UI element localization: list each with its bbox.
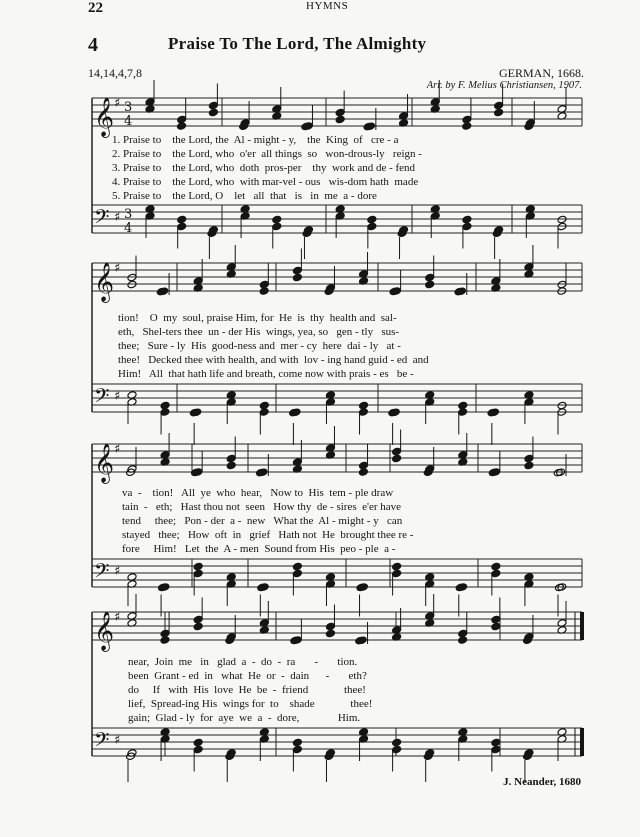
final-barline: [580, 728, 584, 756]
bass-note: [193, 562, 203, 571]
treble-note: [392, 454, 402, 463]
key-signature-sharp: ♯: [114, 210, 121, 225]
treble-note: [292, 266, 302, 275]
lyric-line: va - tion! All ye who hear, Now to His tem - ple draw: [122, 487, 394, 499]
bass-note: [207, 229, 217, 238]
key-signature-sharp: ♯: [114, 564, 121, 579]
treble-note: [491, 615, 501, 624]
treble-note: [292, 273, 302, 282]
treble-note: [335, 115, 345, 124]
treble-note: [325, 622, 335, 631]
lyric-line: tain - eth; Hast thou not seen How thy de - sires e'er have: [122, 501, 402, 513]
lyric-line: 4. Praise to the Lord, who with mar-vel - ous wis-dom hath made: [112, 176, 419, 188]
section-heading: HYMNS: [306, 0, 349, 12]
treble-note: [225, 636, 235, 645]
treble-clef: 𝄞: [94, 97, 115, 137]
treble-note: [259, 287, 269, 296]
treble-note: [324, 287, 334, 296]
tune-name: GERMAN, 1668.: [498, 66, 584, 80]
lyric-line: eth, Shel-ters thee un - der His wings, yea, so gen - tly sus-: [118, 326, 400, 338]
bass-note: [523, 752, 533, 761]
lyric-line: do If with His love He be - friend thee!: [128, 684, 366, 696]
lyric-line: tion! O my soul, praise Him, for He is thy health and sal-: [118, 312, 397, 324]
bass-note: [392, 562, 402, 571]
lyric-line: Him! All that hath life and breath, come now with prais - es be -: [118, 368, 414, 380]
treble-note: [358, 468, 368, 477]
lyric-line: 2. Praise to the Lord, who o'er all things so won-drous-ly reign -: [112, 148, 422, 160]
treble-note: [239, 122, 249, 131]
lyric-line: 3. Praise to the Lord, who doth pros-per thy work and de - fend: [112, 162, 416, 174]
treble-note: [226, 461, 236, 470]
bass-note: [462, 215, 472, 224]
lyric-line: been Grant - ed in what He or - dain - eth?: [128, 670, 367, 682]
arranger-credit: Arr. by F. Melius Christiansen, 1907.: [426, 80, 582, 91]
key-signature-sharp: ♯: [114, 610, 121, 625]
bass-note: [491, 738, 501, 747]
bass-note: [292, 745, 302, 754]
treble-clef: 𝄞: [94, 262, 115, 302]
lyric-line: fore Him! Let the A - men Sound from His peo - ple a -: [122, 543, 396, 555]
bass-note: [225, 752, 235, 761]
treble-clef: 𝄞: [94, 611, 115, 651]
page-number: 22: [88, 0, 103, 16]
treble-note: [325, 629, 335, 638]
bass-note: [423, 752, 433, 761]
treble-note: [425, 280, 435, 289]
bass-clef: 𝄢: [94, 205, 110, 233]
time-signature-bottom: 4: [124, 114, 133, 129]
bass-note: [292, 569, 302, 578]
treble-note: [193, 622, 203, 631]
bass-note: [392, 738, 402, 747]
bass-note: [397, 229, 407, 238]
key-signature-sharp: ♯: [114, 442, 121, 457]
treble-note: [392, 447, 402, 456]
final-barline: [580, 612, 584, 640]
treble-note: [425, 273, 435, 282]
lyric-line: thee; Sure - ly His good-ness and mer - cy here dai - ly at -: [118, 340, 401, 352]
key-signature-sharp: ♯: [114, 389, 121, 404]
treble-note: [335, 108, 345, 117]
treble-note: [193, 615, 203, 624]
treble-note: [423, 468, 433, 477]
bass-clef: 𝄢: [94, 559, 110, 587]
key-signature-sharp: ♯: [114, 96, 121, 111]
bass-note: [177, 215, 187, 224]
lyric-line: lief, Spread-ing His wings for to shade thee!: [128, 698, 373, 710]
time-signature-bottom: 4: [124, 221, 133, 236]
bass-clef: 𝄢: [94, 384, 110, 412]
bass-note: [491, 569, 501, 578]
lyric-line: gain; Glad - ly for aye we a - dore, Him.: [128, 712, 361, 724]
treble-note: [524, 122, 534, 131]
bass-note: [492, 229, 502, 238]
bass-note: [193, 745, 203, 754]
bass-note: [324, 752, 334, 761]
treble-note: [524, 461, 534, 470]
key-signature-sharp: ♯: [114, 733, 121, 748]
lyric-line: stayed thee; How oft in grief Hath not He brought thee re -: [122, 529, 414, 541]
bass-note: [491, 562, 501, 571]
bass-note: [272, 222, 282, 231]
time-signature-top: 3: [124, 207, 133, 222]
treble-note: [462, 122, 472, 131]
treble-clef: 𝄞: [94, 443, 115, 483]
bass-note: [491, 745, 501, 754]
treble-note: [160, 636, 170, 645]
author-attribution: J. Neander, 1680: [503, 776, 581, 788]
treble-note: [177, 122, 187, 131]
bass-note: [292, 738, 302, 747]
treble-note: [208, 101, 218, 110]
treble-note: [491, 622, 501, 631]
lyric-line: 1. Praise to the Lord, the Al - might - y, the King of cre - a: [112, 134, 399, 146]
lyric-line: near, Join me in glad a - do - ra - tion.: [128, 656, 358, 668]
key-signature-sharp: ♯: [114, 261, 121, 276]
bass-note: [392, 569, 402, 578]
meter: 14,14,4,7,8: [88, 66, 142, 80]
bass-note: [272, 215, 282, 224]
bass-note: [367, 215, 377, 224]
bass-clef: 𝄢: [94, 728, 110, 756]
bass-note: [302, 229, 312, 238]
treble-note: [494, 108, 504, 117]
treble-note: [524, 454, 534, 463]
lyric-line: thee! Decked thee with health, and with lov - ing hand guid - ed and: [118, 354, 429, 366]
treble-note: [226, 454, 236, 463]
bass-note: [367, 222, 377, 231]
time-signature-top: 3: [124, 100, 133, 115]
treble-note: [494, 101, 504, 110]
hymn-number: 4: [88, 34, 98, 56]
bass-note: [193, 738, 203, 747]
bass-note: [177, 222, 187, 231]
bass-note: [292, 562, 302, 571]
bass-note: [392, 745, 402, 754]
treble-note: [523, 636, 533, 645]
lyric-line: tend thee; Pon - der a - new What the Al - might - y can: [122, 515, 403, 527]
lyric-line: 5. Praise to the Lord, O let all that is in me a - dore: [112, 190, 377, 202]
bass-note: [462, 222, 472, 231]
treble-note: [208, 108, 218, 117]
bass-note: [193, 569, 203, 578]
treble-note: [458, 636, 468, 645]
hymn-title: Praise To The Lord, The Almighty: [168, 34, 427, 53]
